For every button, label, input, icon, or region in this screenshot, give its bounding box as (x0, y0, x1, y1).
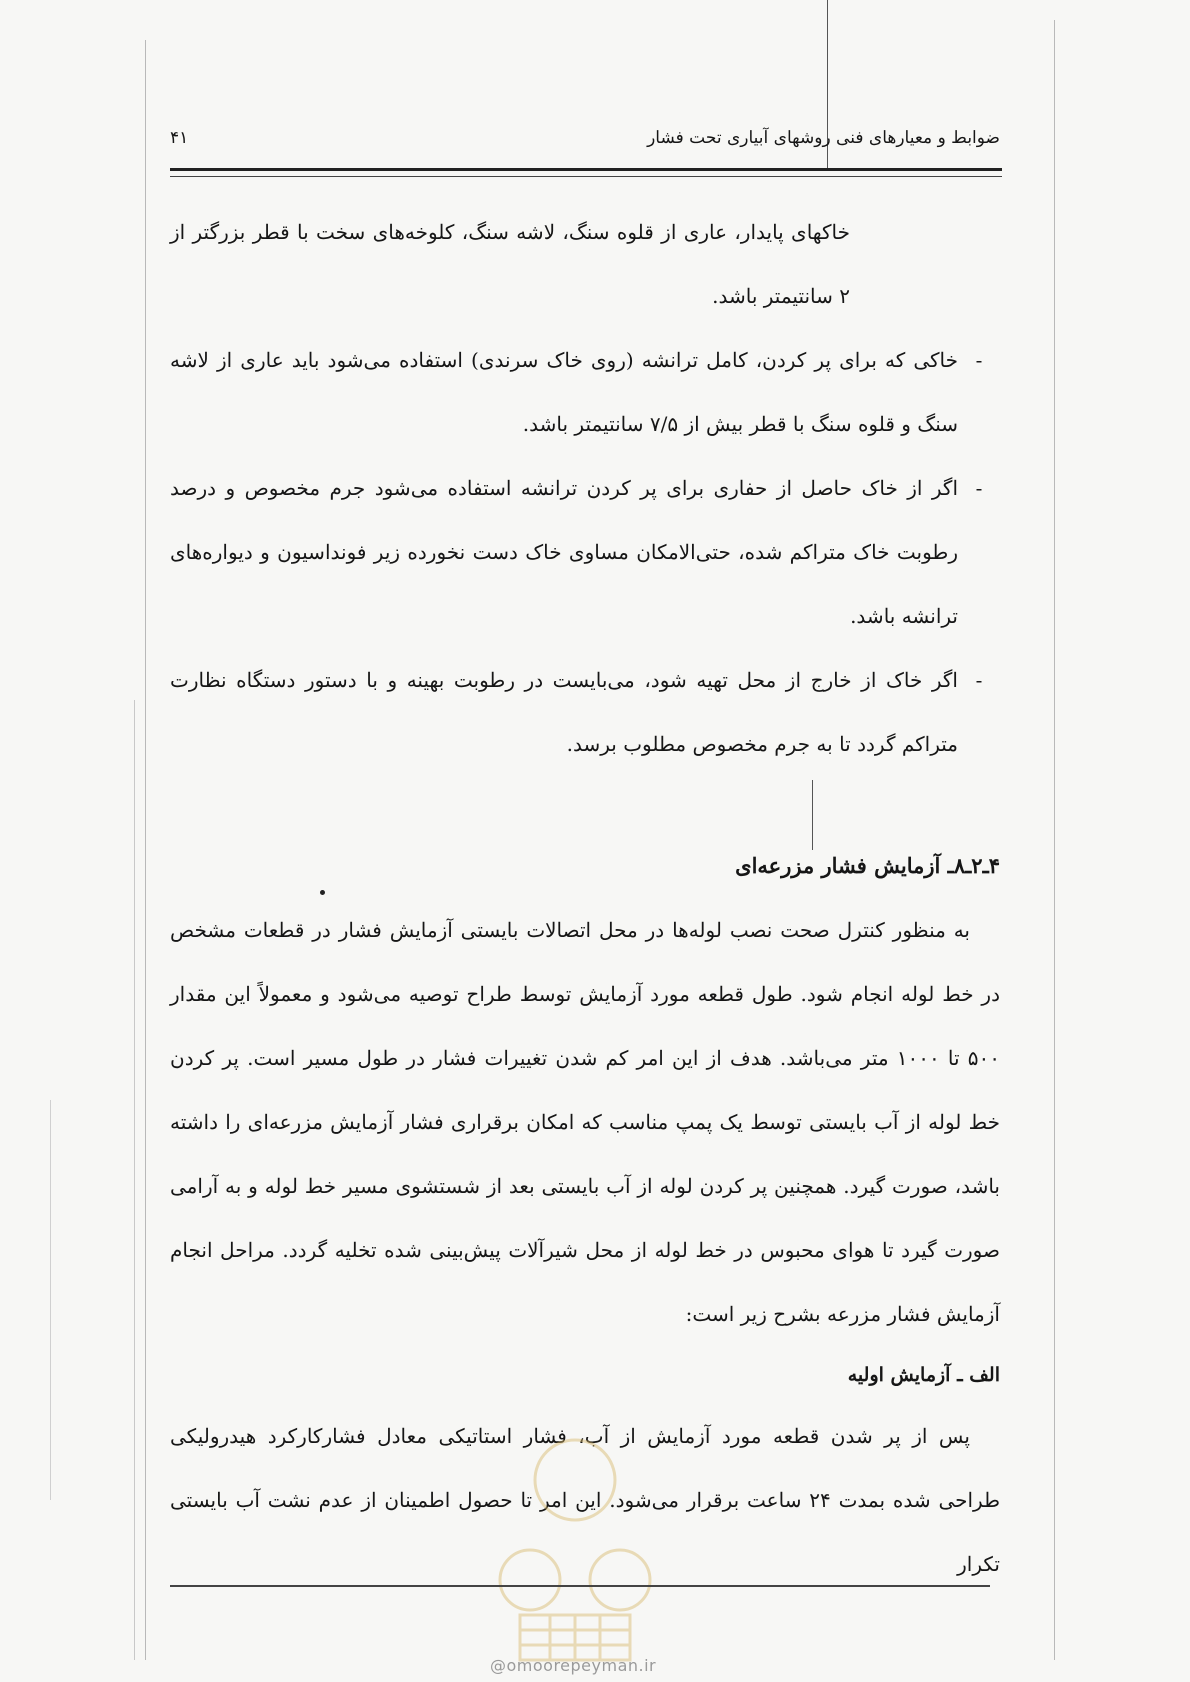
scan-line (134, 700, 135, 1660)
list-item-text: اگر خاک از خارج از محل تهیه شود، می‌بایست در رطوبت بهینه و با دستور دستگاه نظارت متراکم گردد تا به جرم مخصوص مطلوب برسد. (170, 668, 958, 756)
scan-line (145, 40, 146, 1660)
list-item (170, 328, 1000, 456)
paragraph: به منظور کنترل صحت نصب لوله‌ها در محل اتصالات بایستی آزمایش فشار در قطعات مشخص در خط لوله انجام شود. طول قطعه مورد آزمایش توسط طراح توصیه می‌شود و معمولاً این مقدار ۵۰۰ تا ۱۰۰۰ متر می‌باشد. هدف از این امر کم شدن تغییرات فشار در طول مسیر است. پر کردن خط لوله از آب بایستی توسط یک پمپ مناسب که امکان برقراری فشار آزمایش مزرعه‌ای را داشته باشد، صورت گیرد. همچنین پر کردن لوله از آب بایستی بعد از شستشوی مسیر خط لوله و به آرامی صورت گیرد تا هوای محبوس در خط لوله از محل شیرآلات پیش‌بینی شده تخلیه گردد. مراحل انجام آزمایش فشار مزرعه بشرح زیر است: (170, 918, 1000, 1326)
header-rule-thick (170, 168, 1002, 171)
bullet-dash: - (975, 476, 983, 500)
footer-rule (170, 1585, 990, 1587)
page-number: ۴۱ (170, 128, 189, 148)
header-title: ضوابط و معیارهای فنی روشهای آبیاری تحت فشار (647, 128, 1000, 148)
list-item-text: خاکی که برای پر کردن، کامل ترانشه (روی خاک سرندی) استفاده می‌شود باید عاری از لاشه سنگ و قلوه سنگ با قطر بیش از ۷/۵ سانتیمتر باشد. (170, 348, 958, 436)
page-header (170, 128, 1000, 156)
bullet-dash: - (975, 348, 983, 372)
ink-dot (320, 890, 325, 895)
scan-line (50, 1100, 51, 1500)
bullet-dash: - (975, 668, 983, 692)
section-heading: ۴ـ۲ـ۸ـ آزمایش فشار مزرعه‌ای (735, 853, 1000, 878)
watermark-text: @omoorepeyman.ir (490, 1656, 657, 1675)
stamp-logo (480, 1420, 670, 1670)
scan-line (1054, 20, 1055, 1660)
paragraph: پس از پر شدن قطعه مورد آزمایش از آب، فشار استاتیکی معادل فشارکارکرد هیدرولیکی طراحی شده بمدت ۲۴ ساعت برقرار می‌شود. این امر تا حصول اطمینان از عدم نشت آب بایستی تکرار (170, 1424, 1000, 1576)
main-text (170, 200, 1000, 1596)
subsection-heading: الف ـ آزمایش اولیه (847, 1364, 1000, 1386)
list-item (170, 648, 1000, 776)
list-item-text: اگر از خاک حاصل از حفاری برای پر کردن ترانشه استفاده می‌شود جرم مخصوص و درصد رطوبت خاک متراکم شده، حتی‌الامکان مساوی خاک دست نخورده زیر فونداسیون و دیواره‌های ترانشه باشد. (170, 476, 959, 628)
paragraph: خاکهای پایدار، عاری از قلوه سنگ، لاشه سنگ، کلوخه‌های سخت با قطر بزرگتر از ۲ سانتیمتر باشد. (170, 220, 850, 308)
header-rule-thin (170, 176, 1002, 177)
list-item (170, 456, 1000, 648)
